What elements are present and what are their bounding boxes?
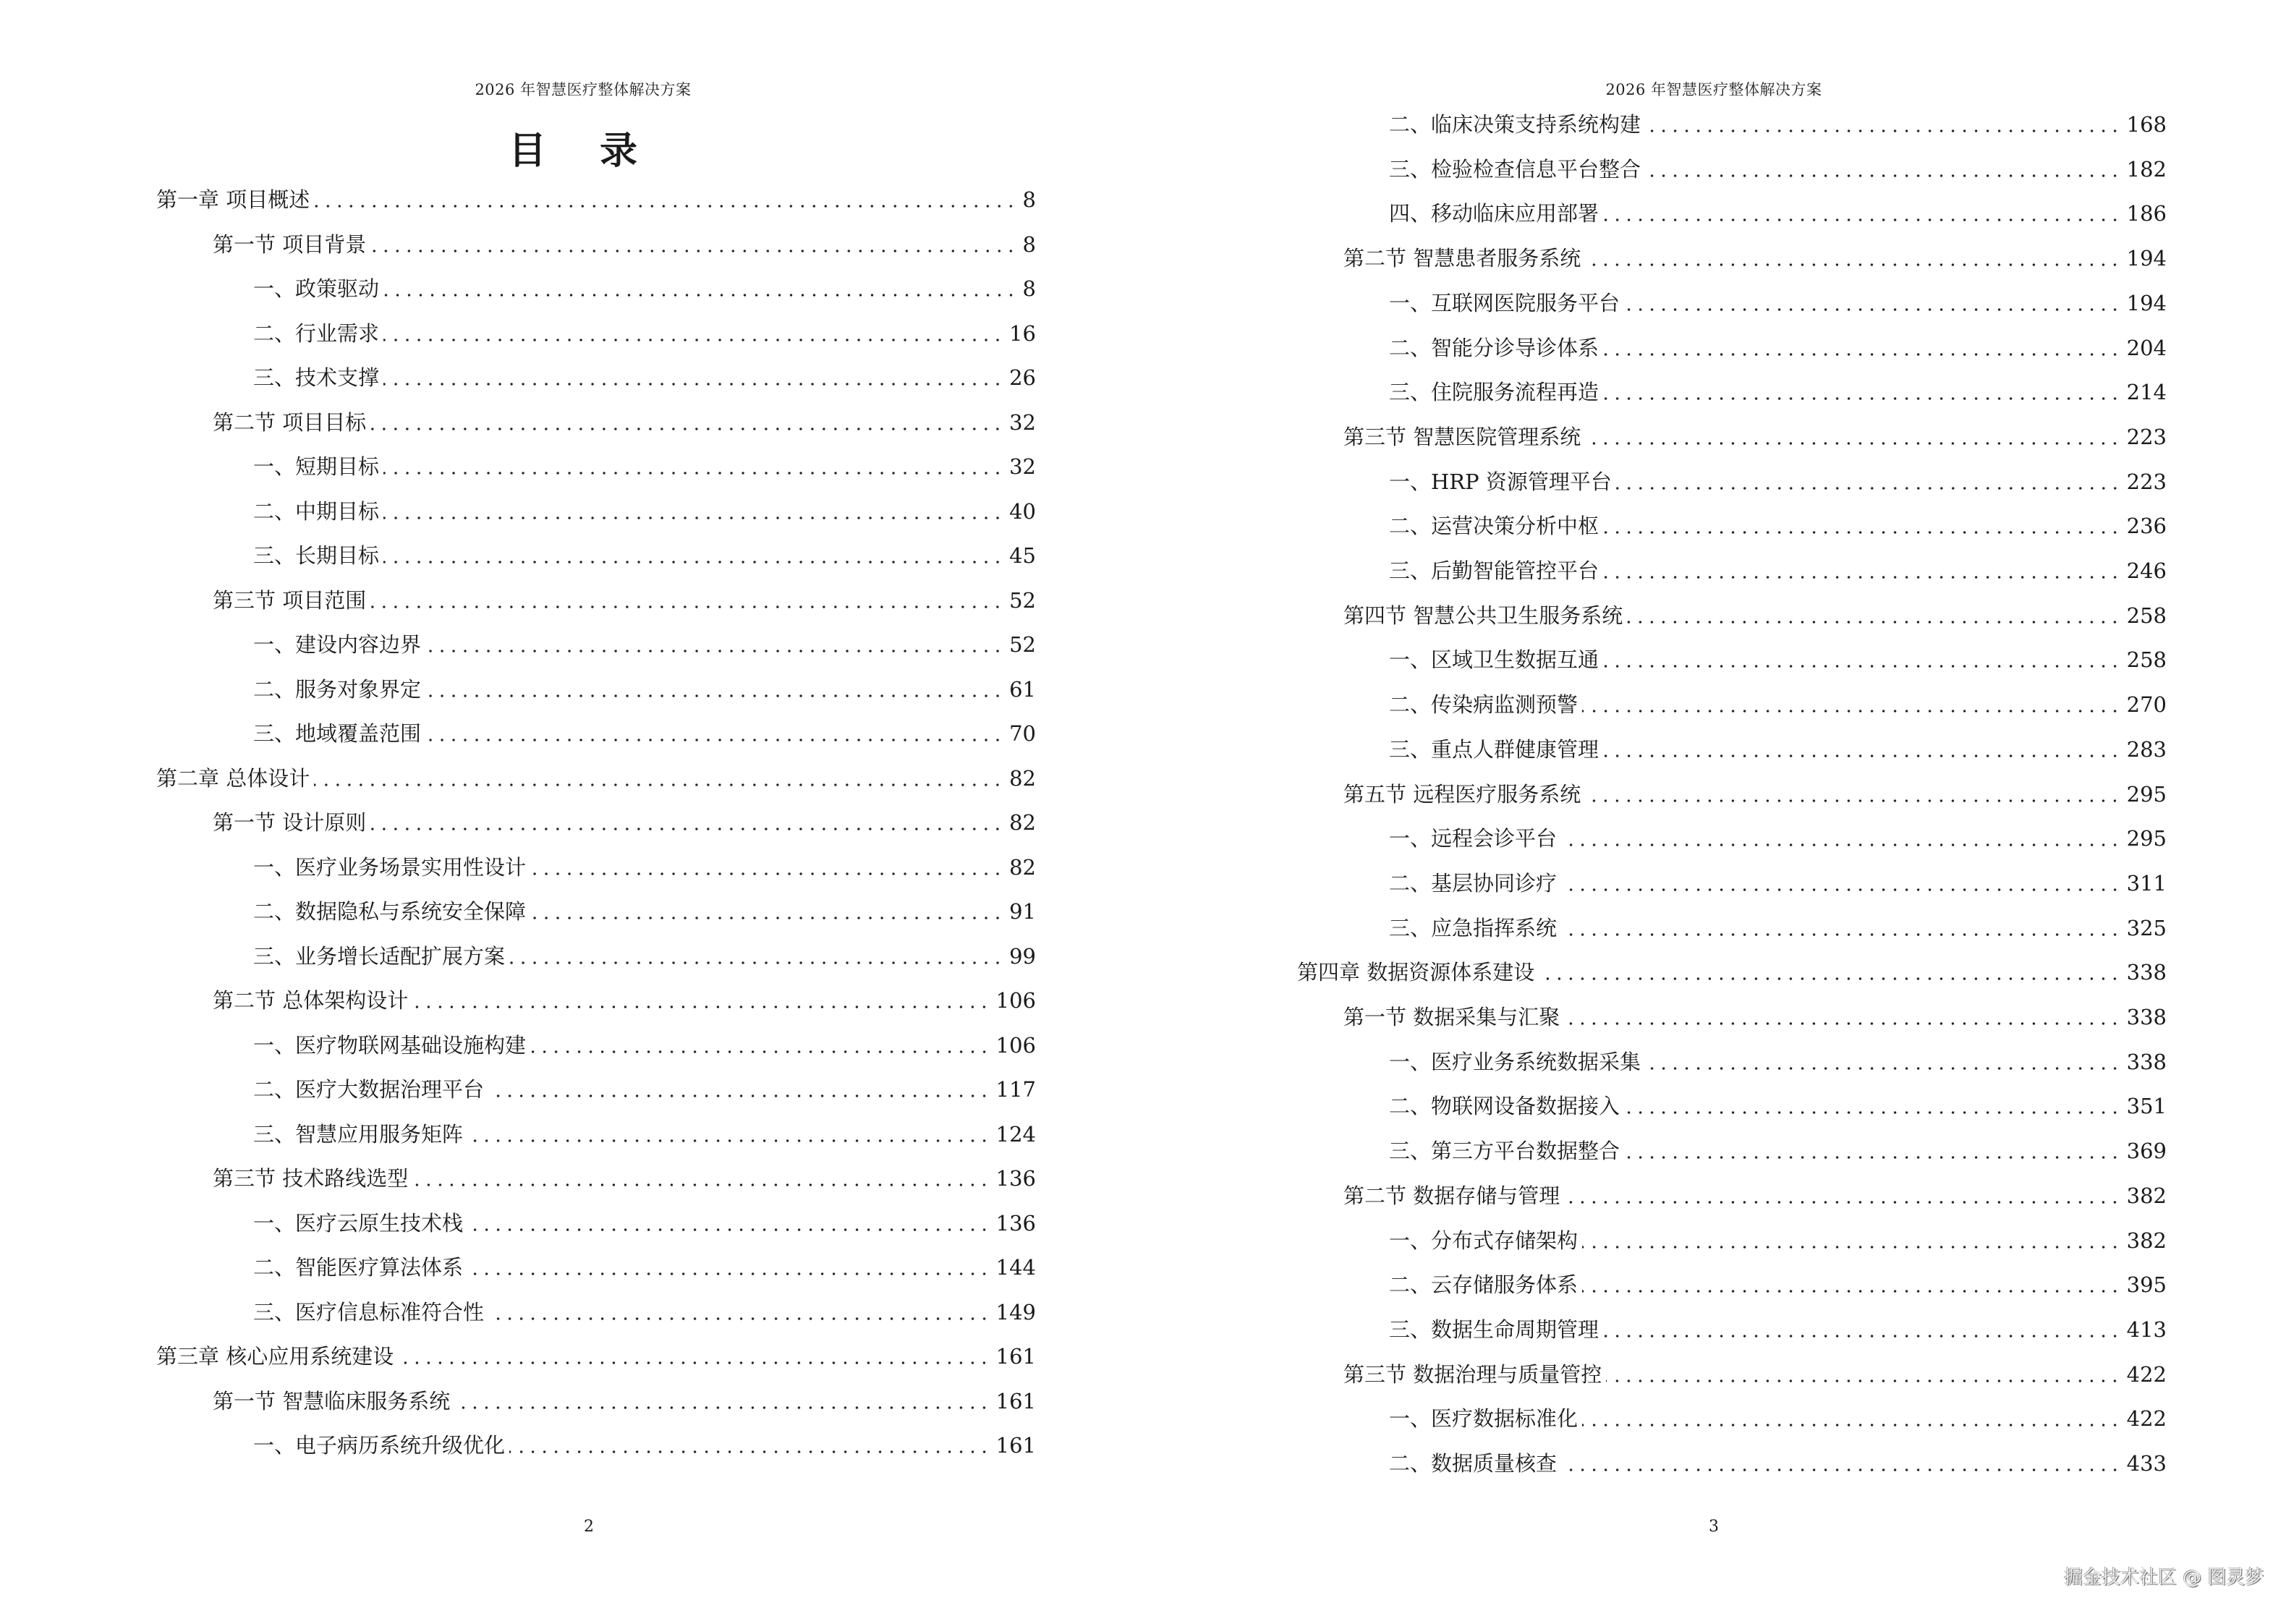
toc-entry-page-number: 26 bbox=[1009, 365, 1036, 390]
dot-leader bbox=[488, 1298, 990, 1327]
toc-entry-page-number: 8 bbox=[1022, 276, 1036, 301]
dot-leader bbox=[314, 764, 1003, 793]
toc-entry-page-number: 395 bbox=[2126, 1272, 2167, 1297]
toc-entry-page-number: 338 bbox=[2126, 960, 2167, 985]
toc-entry-label: 第一章 项目概述 bbox=[156, 187, 310, 212]
toc-item-entry[interactable] bbox=[1389, 869, 2167, 898]
running-header: 2026 年智慧医疗整体解决方案 bbox=[475, 81, 692, 98]
toc-entry-label: 第三节 数据治理与质量管控 bbox=[1343, 1362, 1602, 1387]
dot-leader bbox=[1585, 780, 2120, 809]
dot-leader bbox=[1645, 110, 2121, 139]
dot-leader bbox=[509, 942, 1003, 971]
toc-entry-page-number: 32 bbox=[1009, 454, 1036, 479]
toc-section-entry[interactable] bbox=[213, 408, 1036, 437]
dot-leader bbox=[1582, 1270, 2121, 1299]
toc-entry-label: 三、应急指挥系统 bbox=[1389, 916, 1558, 940]
toc-entry-label: 二、基层协同诊疗 bbox=[1389, 871, 1558, 896]
toc-entry-label: 三、长期目标 bbox=[253, 543, 380, 568]
dot-leader bbox=[1624, 1092, 2121, 1121]
toc-entry-label: 一、政策驱动 bbox=[253, 276, 380, 301]
dot-leader bbox=[314, 185, 1016, 214]
toc-entry-label: 三、智慧应用服务矩阵 bbox=[253, 1122, 464, 1147]
toc-entry-page-number: 433 bbox=[2126, 1451, 2167, 1476]
toc-item-entry[interactable] bbox=[1389, 155, 2167, 184]
dot-leader bbox=[1645, 1047, 2121, 1076]
dot-leader bbox=[1603, 511, 2121, 540]
toc-item-entry[interactable] bbox=[1389, 1136, 2167, 1165]
toc-entry-page-number: 311 bbox=[2126, 871, 2167, 896]
toc-entry-label: 一、建设内容边界 bbox=[253, 632, 422, 657]
watermark: 掘金技术社区 @ 图灵梦 bbox=[2064, 1567, 2264, 1589]
running-header: 2026 年智慧医疗整体解决方案 bbox=[1605, 81, 1822, 98]
toc-section-entry[interactable] bbox=[1343, 601, 2167, 630]
dot-leader bbox=[425, 630, 1003, 659]
dot-leader bbox=[1585, 244, 2120, 273]
dot-leader bbox=[1585, 422, 2120, 451]
toc-item-entry[interactable] bbox=[1389, 199, 2167, 228]
toc-entry-page-number: 106 bbox=[995, 988, 1036, 1013]
toc-entry-label: 第一节 智慧临床服务系统 bbox=[213, 1389, 451, 1413]
toc-entry-page-number: 236 bbox=[2126, 514, 2167, 538]
toc-entry-label: 一、区域卫生数据互通 bbox=[1389, 647, 1599, 672]
toc-entry-label: 二、医疗大数据治理平台 bbox=[253, 1077, 485, 1102]
dot-leader bbox=[1561, 824, 2121, 853]
toc-chapter-entry[interactable] bbox=[156, 764, 1036, 793]
toc-entry-label: 第二节 项目目标 bbox=[213, 410, 367, 435]
toc-entry-page-number: 144 bbox=[995, 1255, 1036, 1280]
toc-item-entry[interactable] bbox=[253, 942, 1036, 971]
toc-entry-page-number: 258 bbox=[2126, 603, 2167, 628]
toc-item-entry[interactable] bbox=[253, 452, 1036, 481]
toc-entry-label: 第三章 核心应用系统建设 bbox=[156, 1344, 394, 1369]
toc-item-entry[interactable] bbox=[1389, 1092, 2167, 1121]
toc-item-entry[interactable] bbox=[253, 1431, 1036, 1460]
toc-entry-label: 二、行业需求 bbox=[253, 321, 380, 346]
toc-item-entry[interactable] bbox=[253, 719, 1036, 748]
toc-item-entry[interactable] bbox=[1389, 645, 2167, 674]
dot-leader bbox=[1603, 735, 2121, 764]
toc-entry-page-number: 136 bbox=[995, 1166, 1036, 1191]
toc-section-entry[interactable] bbox=[213, 230, 1036, 259]
toc-item-entry[interactable] bbox=[253, 1298, 1036, 1327]
toc-entry-page-number: 82 bbox=[1009, 766, 1036, 791]
toc-item-entry[interactable] bbox=[1389, 1226, 2167, 1255]
dot-leader bbox=[1624, 289, 2121, 318]
dot-leader bbox=[425, 675, 1003, 704]
toc-item-entry[interactable] bbox=[253, 1209, 1036, 1238]
toc-entry-page-number: 369 bbox=[2126, 1139, 2167, 1163]
dot-leader bbox=[1582, 690, 2121, 719]
dot-leader bbox=[1561, 914, 2121, 943]
toc-item-entry[interactable] bbox=[1389, 914, 2167, 943]
toc-entry-label: 一、医疗数据标准化 bbox=[1389, 1406, 1578, 1431]
dot-leader bbox=[370, 230, 1016, 259]
dot-leader bbox=[1603, 333, 2121, 362]
page-number: 3 bbox=[1709, 1518, 1719, 1536]
toc-entry-label: 第四章 数据资源体系建设 bbox=[1297, 960, 1535, 985]
toc-entry-label: 一、电子病历系统升级优化 bbox=[253, 1433, 506, 1458]
toc-entry-page-number: 52 bbox=[1009, 588, 1036, 613]
toc-entry-page-number: 99 bbox=[1009, 944, 1036, 969]
dot-leader bbox=[383, 497, 1003, 526]
toc-entry-label: 一、医疗业务系统数据采集 bbox=[1389, 1050, 1641, 1074]
dot-leader bbox=[1645, 155, 2121, 184]
dot-leader bbox=[454, 1387, 990, 1416]
toc-item-entry[interactable] bbox=[1389, 690, 2167, 719]
toc-entry-page-number: 161 bbox=[995, 1344, 1036, 1369]
toc-entry-page-number: 61 bbox=[1009, 677, 1036, 702]
dot-leader bbox=[467, 1120, 990, 1149]
toc-chapter-entry[interactable] bbox=[156, 1342, 1036, 1371]
toc-entry-label: 第三节 技术路线选型 bbox=[213, 1166, 409, 1191]
toc-section-entry[interactable] bbox=[1343, 1003, 2167, 1032]
toc-item-entry[interactable] bbox=[1389, 467, 2167, 496]
page-number: 2 bbox=[584, 1518, 594, 1536]
toc-entry-label: 第四节 智慧公共卫生服务系统 bbox=[1343, 603, 1623, 628]
dot-leader bbox=[370, 586, 1003, 615]
toc-entry-label: 第一节 项目背景 bbox=[213, 232, 367, 257]
toc-item-entry[interactable] bbox=[1389, 735, 2167, 764]
toc-entry-label: 二、数据质量核查 bbox=[1389, 1451, 1558, 1476]
toc-section-entry[interactable] bbox=[1343, 780, 2167, 809]
toc-entry-page-number: 413 bbox=[2126, 1317, 2167, 1342]
toc-entry-label: 一、医疗业务场景实用性设计 bbox=[253, 855, 527, 880]
toc-entry-page-number: 283 bbox=[2126, 737, 2167, 762]
toc-entry-label: 一、分布式存储架构 bbox=[1389, 1228, 1578, 1253]
toc-entry-label: 二、数据隐私与系统安全保障 bbox=[253, 899, 527, 924]
toc-entry-label: 三、地域覆盖范围 bbox=[253, 721, 422, 746]
toc-item-entry[interactable] bbox=[1389, 110, 2167, 139]
dot-leader bbox=[1561, 1449, 2121, 1478]
dot-leader bbox=[383, 541, 1003, 570]
toc-entry-page-number: 223 bbox=[2126, 425, 2167, 449]
toc-entry-page-number: 124 bbox=[995, 1122, 1036, 1147]
dot-leader bbox=[383, 274, 1017, 303]
dot-leader bbox=[370, 408, 1003, 437]
dot-leader bbox=[1627, 601, 2120, 630]
toc-entry-label: 三、检验检查信息平台整合 bbox=[1389, 157, 1641, 182]
toc-entry-label: 一、医疗云原生技术栈 bbox=[253, 1211, 464, 1236]
toc-entry-label: 三、技术支撑 bbox=[253, 365, 380, 390]
toc-entry-label: 第二节 数据存储与管理 bbox=[1343, 1183, 1560, 1208]
toc-item-entry[interactable] bbox=[1389, 556, 2167, 585]
toc-entry-page-number: 382 bbox=[2126, 1183, 2167, 1208]
toc-entry-label: 第一节 数据采集与汇聚 bbox=[1343, 1005, 1560, 1029]
toc-section-entry[interactable] bbox=[1343, 244, 2167, 273]
dot-leader bbox=[1624, 1136, 2121, 1165]
toc-entry-page-number: 106 bbox=[995, 1033, 1036, 1058]
toc-entry-label: 一、远程会诊平台 bbox=[1389, 826, 1558, 851]
toc-entry-label: 二、智能分诊导诊体系 bbox=[1389, 336, 1599, 360]
toc-entry-page-number: 338 bbox=[2126, 1005, 2167, 1029]
toc-entry-page-number: 214 bbox=[2126, 380, 2167, 404]
toc-item-entry[interactable] bbox=[253, 1031, 1036, 1060]
toc-entry-label: 三、数据生命周期管理 bbox=[1389, 1317, 1599, 1342]
toc-item-entry[interactable] bbox=[253, 541, 1036, 570]
toc-entry-page-number: 16 bbox=[1009, 321, 1036, 346]
toc-entry-page-number: 270 bbox=[2126, 692, 2167, 717]
dot-leader bbox=[1603, 556, 2121, 585]
toc-entry-label: 一、HRP 资源管理平台 bbox=[1389, 469, 1612, 494]
toc-entry-page-number: 422 bbox=[2126, 1406, 2167, 1431]
dot-leader bbox=[1603, 645, 2121, 674]
toc-entry-label: 二、运营决策分析中枢 bbox=[1389, 514, 1599, 538]
dot-leader bbox=[1582, 1404, 2121, 1433]
toc-entry-label: 三、后勤智能管控平台 bbox=[1389, 558, 1599, 583]
toc-entry-page-number: 186 bbox=[2126, 201, 2167, 226]
toc-entry-label: 三、医疗信息标准符合性 bbox=[253, 1300, 485, 1325]
toc-entry-page-number: 161 bbox=[995, 1433, 1036, 1458]
toc-entry-page-number: 295 bbox=[2126, 782, 2167, 807]
toc-entry-page-number: 295 bbox=[2126, 826, 2167, 851]
toc-entry-page-number: 45 bbox=[1009, 543, 1036, 568]
toc-item-entry[interactable] bbox=[1389, 1270, 2167, 1299]
toc-entry-label: 第二章 总体设计 bbox=[156, 766, 310, 791]
toc-entry-label: 二、云存储服务体系 bbox=[1389, 1272, 1578, 1297]
toc-entry-page-number: 194 bbox=[2126, 246, 2167, 271]
toc-chapter-entry[interactable] bbox=[1297, 958, 2167, 987]
dot-leader bbox=[1606, 1360, 2120, 1389]
dot-leader bbox=[383, 363, 1003, 392]
toc-section-entry[interactable] bbox=[1343, 1360, 2167, 1389]
dot-leader bbox=[1603, 199, 2121, 228]
toc-entry-page-number: 8 bbox=[1022, 232, 1036, 257]
toc-entry-page-number: 325 bbox=[2126, 916, 2167, 940]
toc-item-entry[interactable] bbox=[253, 274, 1036, 303]
dot-leader bbox=[488, 1075, 990, 1104]
dot-leader bbox=[1616, 467, 2121, 496]
toc-entry-label: 二、临床决策支持系统构建 bbox=[1389, 112, 1641, 137]
dot-leader bbox=[530, 897, 1003, 926]
toc-section-entry[interactable] bbox=[213, 586, 1036, 615]
toc-entry-label: 二、服务对象界定 bbox=[253, 677, 422, 702]
toc-entry-page-number: 70 bbox=[1009, 721, 1036, 746]
dot-leader bbox=[383, 452, 1003, 481]
dot-leader bbox=[530, 853, 1003, 882]
dot-leader bbox=[1561, 869, 2121, 898]
dot-leader bbox=[509, 1431, 990, 1460]
toc-entry-page-number: 117 bbox=[995, 1077, 1036, 1102]
toc-entry-label: 第二节 总体架构设计 bbox=[213, 988, 409, 1013]
toc-entry-label: 一、短期目标 bbox=[253, 454, 380, 479]
toc-section-entry[interactable] bbox=[1343, 422, 2167, 451]
toc-item-entry[interactable] bbox=[253, 1120, 1036, 1149]
toc-entry-page-number: 422 bbox=[2126, 1362, 2167, 1387]
toc-item-entry[interactable] bbox=[1389, 1315, 2167, 1344]
toc-entry-page-number: 246 bbox=[2126, 558, 2167, 583]
toc-entry-label: 二、传染病监测预警 bbox=[1389, 692, 1578, 717]
toc-entry-page-number: 82 bbox=[1009, 810, 1036, 835]
toc-item-entry[interactable] bbox=[253, 1253, 1036, 1282]
toc-item-entry[interactable] bbox=[1389, 333, 2167, 362]
toc-entry-page-number: 182 bbox=[2126, 157, 2167, 182]
dot-leader bbox=[412, 986, 990, 1015]
toc-item-entry[interactable] bbox=[1389, 511, 2167, 540]
toc-entry-label: 第三节 智慧医院管理系统 bbox=[1343, 425, 1581, 449]
toc-entry-page-number: 32 bbox=[1009, 410, 1036, 435]
dot-leader bbox=[370, 808, 1003, 837]
toc-item-entry[interactable] bbox=[1389, 1404, 2167, 1433]
toc-entry-label: 第三节 项目范围 bbox=[213, 588, 367, 613]
toc-entry-page-number: 136 bbox=[995, 1211, 1036, 1236]
dot-leader bbox=[1603, 1315, 2121, 1344]
toc-item-entry[interactable] bbox=[253, 1075, 1036, 1104]
toc-entry-page-number: 91 bbox=[1009, 899, 1036, 924]
toc-entry-page-number: 351 bbox=[2126, 1094, 2167, 1118]
toc-entry-page-number: 258 bbox=[2126, 647, 2167, 672]
toc-entry-page-number: 82 bbox=[1009, 855, 1036, 880]
dot-leader bbox=[1564, 1181, 2120, 1210]
dot-leader bbox=[467, 1253, 990, 1282]
toc-entry-label: 三、第三方平台数据整合 bbox=[1389, 1139, 1620, 1163]
toc-section-entry[interactable] bbox=[213, 986, 1036, 1015]
toc-item-entry[interactable] bbox=[1389, 1449, 2167, 1478]
toc-entry-page-number: 149 bbox=[995, 1300, 1036, 1325]
dot-leader bbox=[1603, 378, 2121, 407]
toc-item-entry[interactable] bbox=[253, 675, 1036, 704]
toc-entry-page-number: 8 bbox=[1022, 187, 1036, 212]
toc-page-right bbox=[1143, 0, 2286, 1624]
toc-section-entry[interactable] bbox=[213, 808, 1036, 837]
toc-entry-page-number: 338 bbox=[2126, 1050, 2167, 1074]
toc-title: 目 录 bbox=[508, 129, 658, 173]
toc-chapter-entry[interactable] bbox=[156, 185, 1036, 214]
toc-entry-page-number: 194 bbox=[2126, 291, 2167, 315]
toc-entry-page-number: 223 bbox=[2126, 469, 2167, 494]
toc-entry-label: 第二节 智慧患者服务系统 bbox=[1343, 246, 1581, 271]
dot-leader bbox=[1582, 1226, 2121, 1255]
dot-leader bbox=[383, 319, 1003, 348]
toc-entry-page-number: 382 bbox=[2126, 1228, 2167, 1253]
toc-item-entry[interactable] bbox=[1389, 378, 2167, 407]
dot-leader bbox=[1564, 1003, 2120, 1032]
toc-entry-page-number: 40 bbox=[1009, 499, 1036, 524]
toc-section-entry[interactable] bbox=[1343, 1181, 2167, 1210]
toc-entry-label: 二、智能医疗算法体系 bbox=[253, 1255, 464, 1280]
toc-entry-page-number: 52 bbox=[1009, 632, 1036, 657]
toc-entry-page-number: 161 bbox=[995, 1389, 1036, 1413]
toc-item-entry[interactable] bbox=[1389, 1047, 2167, 1076]
toc-item-entry[interactable] bbox=[1389, 289, 2167, 318]
dot-leader bbox=[1539, 958, 2120, 987]
toc-item-entry[interactable] bbox=[253, 897, 1036, 926]
toc-entry-page-number: 168 bbox=[2126, 112, 2167, 137]
toc-entry-page-number: 204 bbox=[2126, 336, 2167, 360]
toc-entry-label: 四、移动临床应用部署 bbox=[1389, 201, 1599, 226]
toc-entry-label: 一、医疗物联网基础设施构建 bbox=[253, 1033, 527, 1058]
toc-entry-label: 二、物联网设备数据接入 bbox=[1389, 1094, 1620, 1118]
toc-section-entry[interactable] bbox=[213, 1164, 1036, 1193]
dot-leader bbox=[530, 1031, 990, 1060]
toc-section-entry[interactable] bbox=[213, 1387, 1036, 1416]
dot-leader bbox=[412, 1164, 990, 1193]
toc-entry-label: 三、业务增长适配扩展方案 bbox=[253, 944, 506, 969]
toc-item-entry[interactable] bbox=[253, 853, 1036, 882]
toc-item-entry[interactable] bbox=[1389, 824, 2167, 853]
toc-entry-label: 三、重点人群健康管理 bbox=[1389, 737, 1599, 762]
toc-entry-label: 一、互联网医院服务平台 bbox=[1389, 291, 1620, 315]
dot-leader bbox=[398, 1342, 990, 1371]
dot-leader bbox=[425, 719, 1003, 748]
dot-leader bbox=[467, 1209, 990, 1238]
toc-entry-label: 二、中期目标 bbox=[253, 499, 380, 524]
toc-entry-label: 三、住院服务流程再造 bbox=[1389, 380, 1599, 404]
toc-item-entry[interactable] bbox=[253, 630, 1036, 659]
toc-entry-label: 第一节 设计原则 bbox=[213, 810, 367, 835]
toc-item-entry[interactable] bbox=[253, 319, 1036, 348]
toc-item-entry[interactable] bbox=[253, 497, 1036, 526]
toc-item-entry[interactable] bbox=[253, 363, 1036, 392]
toc-entry-label: 第五节 远程医疗服务系统 bbox=[1343, 782, 1581, 807]
